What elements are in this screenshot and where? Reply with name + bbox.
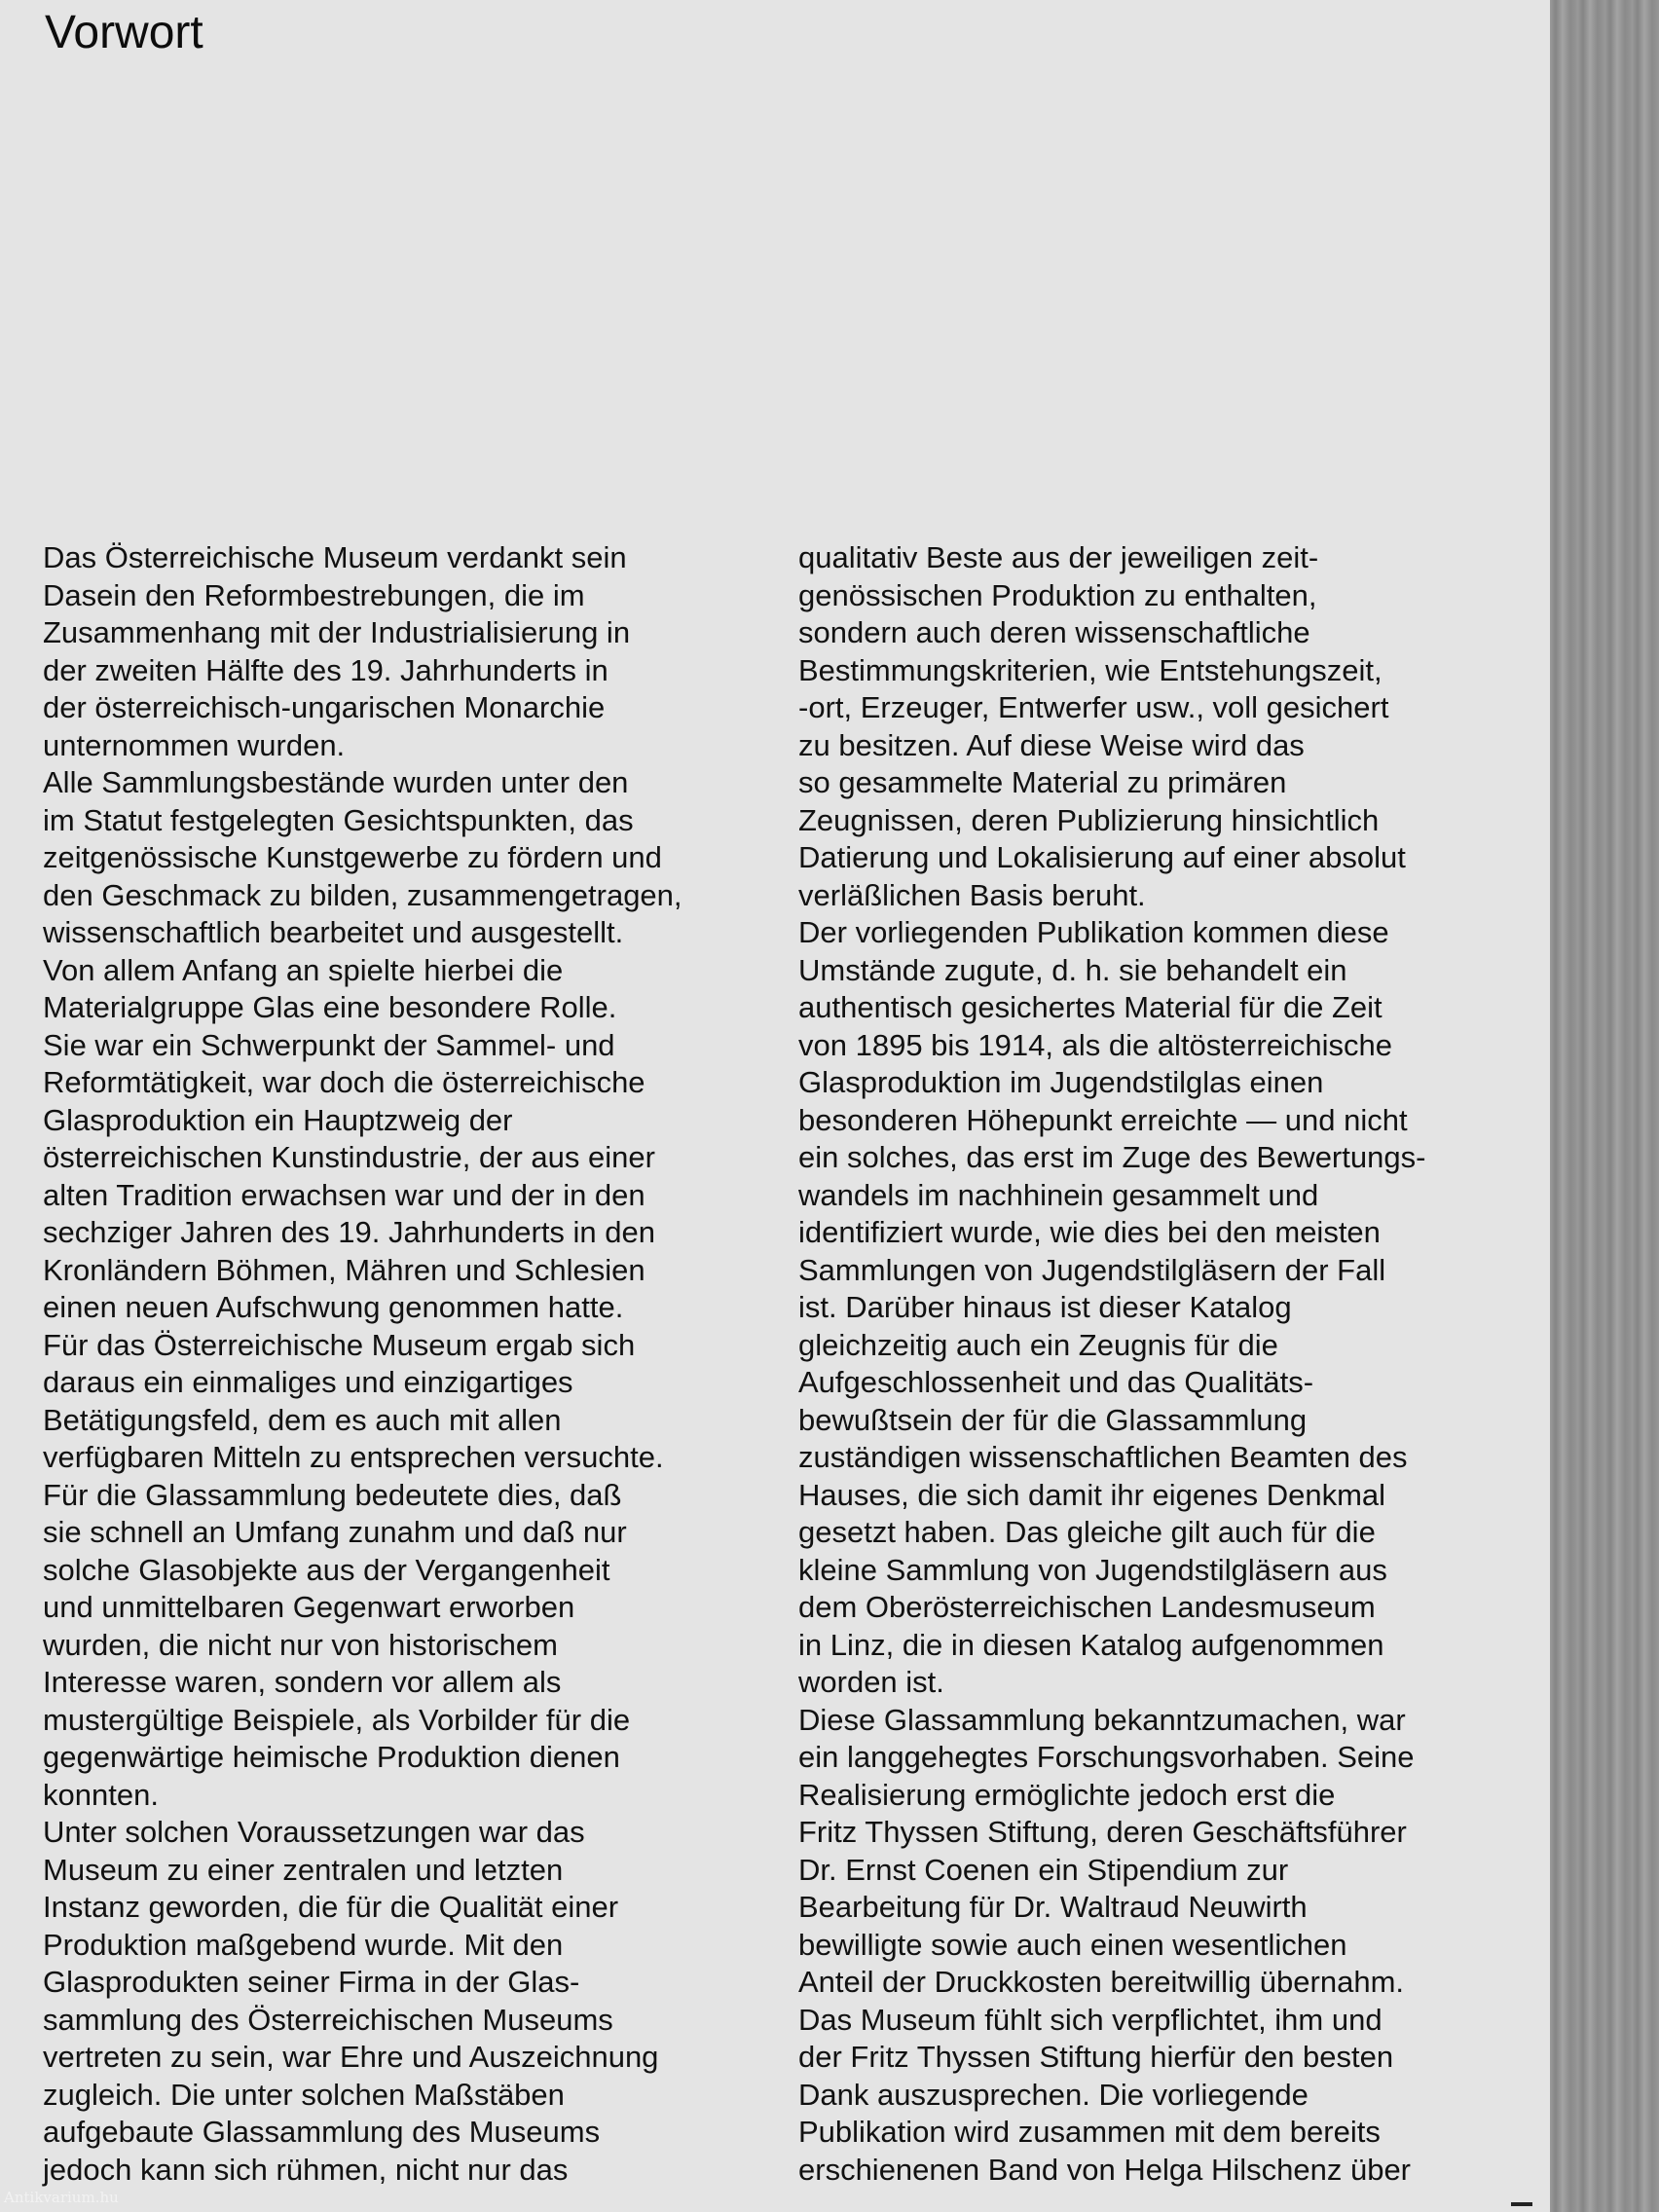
right-text-column: [798, 539, 1519, 2189]
paragraph: qualitativ Beste aus der jeweiligen zeit- genössischen Produktion zu enthalten, sondern auch deren wissenschaftliche Bestimmungskriterien, wie Entstehungszeit, -ort, Erzeuger, Entwerfer usw., voll gesichert zu besitzen. Auf diese Weise wird das so gesammelte Material zu primären Zeugnissen, deren Publizierung hinsichtlich Datierung und Lokalisierung auf einer absolut verläßlichen Basis beruht.: [798, 540, 1406, 912]
paragraph: Der vorliegenden Publikation kommen diese Umstände zugute, d. h. sie behandelt ein authentisch gesichertes Material für die Zeit von 1895 bis 1914, als die altösterreichische Glasproduktion im Jugendstilglas einen besonderen Höhepunkt erreichte — und nicht ein solches, das erst im Zuge des Bewertungs- wandels im nachhinein gesammelt und identifiziert wurde, wie dies bei den meisten Sammlungen von Jugendstilgläsern der Fall ist. Darüber hinaus ist dieser Katalog gleichzeitig auch ein Zeugnis für die Aufgeschlossenheit und das Qualitäts- bewußtsein der für die Glassammlung zuständigen wissenschaftlichen Beamten des Hauses, die sich damit ihr eigenes Denkmal gesetzt haben. Das gleiche gilt auch für die kleine Sammlung von Jugendstilgläsern aus dem Oberösterreichischen Landesmuseum in Linz, die in diesen Katalog aufgenommen worden ist.: [798, 915, 1426, 1699]
left-text-column: [43, 539, 763, 2189]
paragraph: Unter solchen Voraussetzungen war das Museum zu einer zentralen und letzten Instanz geworden, die für die Qualität einer Produktion maßgebend wurde. Mit den Glasprodukten seiner Firma in der Glas- sammlung des Österreichischen Museums vertreten zu sein, war Ehre und Auszeichnung zugleich. Die unter solchen Maßstäben aufgebaute Glassammlung des Museums jedoch kann sich rühmen, nicht nur das: [43, 1815, 659, 2187]
watermark: Antikvarium.hu: [4, 2189, 119, 2206]
paragraph: Alle Sammlungsbestände wurden unter den im Statut festgelegten Gesichtspunkten, das zeitgenössische Kunstgewerbe zu fördern und den Geschmack zu bilden, zusammengetragen, wissenschaftlich bearbeitet und ausgestellt. Von allem Anfang an spielte hierbei die Materialgruppe Glas eine besondere Rolle. Sie war ein Schwerpunkt der Sammel- und Reformtätigkeit, war doch die österreichische Glasproduktion ein Hauptzweig der österreichischen Kunstindustrie, der aus einer alten Tradition erwachsen war und der in den sechziger Jahren des 19. Jahrhunderts in den Kronländern Böhmen, Mähren und Schlesien einen neuen Aufschwung genommen hatte. Für das Österreichische Museum ergab sich daraus ein einmaliges und einzigartiges Betätigungsfeld, dem es auch mit allen verfügbaren Mitteln zu entsprechen versuchte. Für die Glassammlung bedeutete dies, daß sie schnell an Umfang zunahm und daß nur solche Glasobjekte aus der Vergangenheit und unmittelbaren Gegenwart erworben wurden, die nicht nur von historischem Interesse waren, sondern vor allem als mustergültige Beispiele, als Vorbilder für die gegenwärtige heimische Produktion dienen konnten.: [43, 765, 682, 1812]
paragraph: Diese Glassammlung bekanntzumachen, war ein langgehegtes Forschungsvorhaben. Seine Realisierung ermöglichte jedoch erst die Fritz Thyssen Stiftung, deren Geschäftsführer Dr. Ernst Coenen ein Stipendium zur Bearbeitung für Dr. Waltraud Neuwirth bewilligte sowie auch einen wesentlichen Anteil der Druckkosten bereitwillig übernahm. Das Museum fühlt sich verpflichtet, ihm und der Fritz Thyssen Stiftung hierfür den besten Dank auszusprechen. Die vorliegende Publikation wird zusammen mit dem bereits erschienenen Band von Helga Hilschenz über: [798, 1702, 1415, 2187]
page-title: Vorwort: [45, 7, 203, 58]
paragraph: Das Österreichische Museum verdankt sein Dasein den Reformbestrebungen, die im Zusammenhang mit der Industrialisierung in der zweiten Hälfte des 19. Jahrhunderts in der österreichisch-ungarischen Monarchie unternommen wurden.: [43, 540, 631, 762]
page-edge-mark: [1511, 2202, 1532, 2206]
background-surface: [1550, 0, 1659, 2212]
